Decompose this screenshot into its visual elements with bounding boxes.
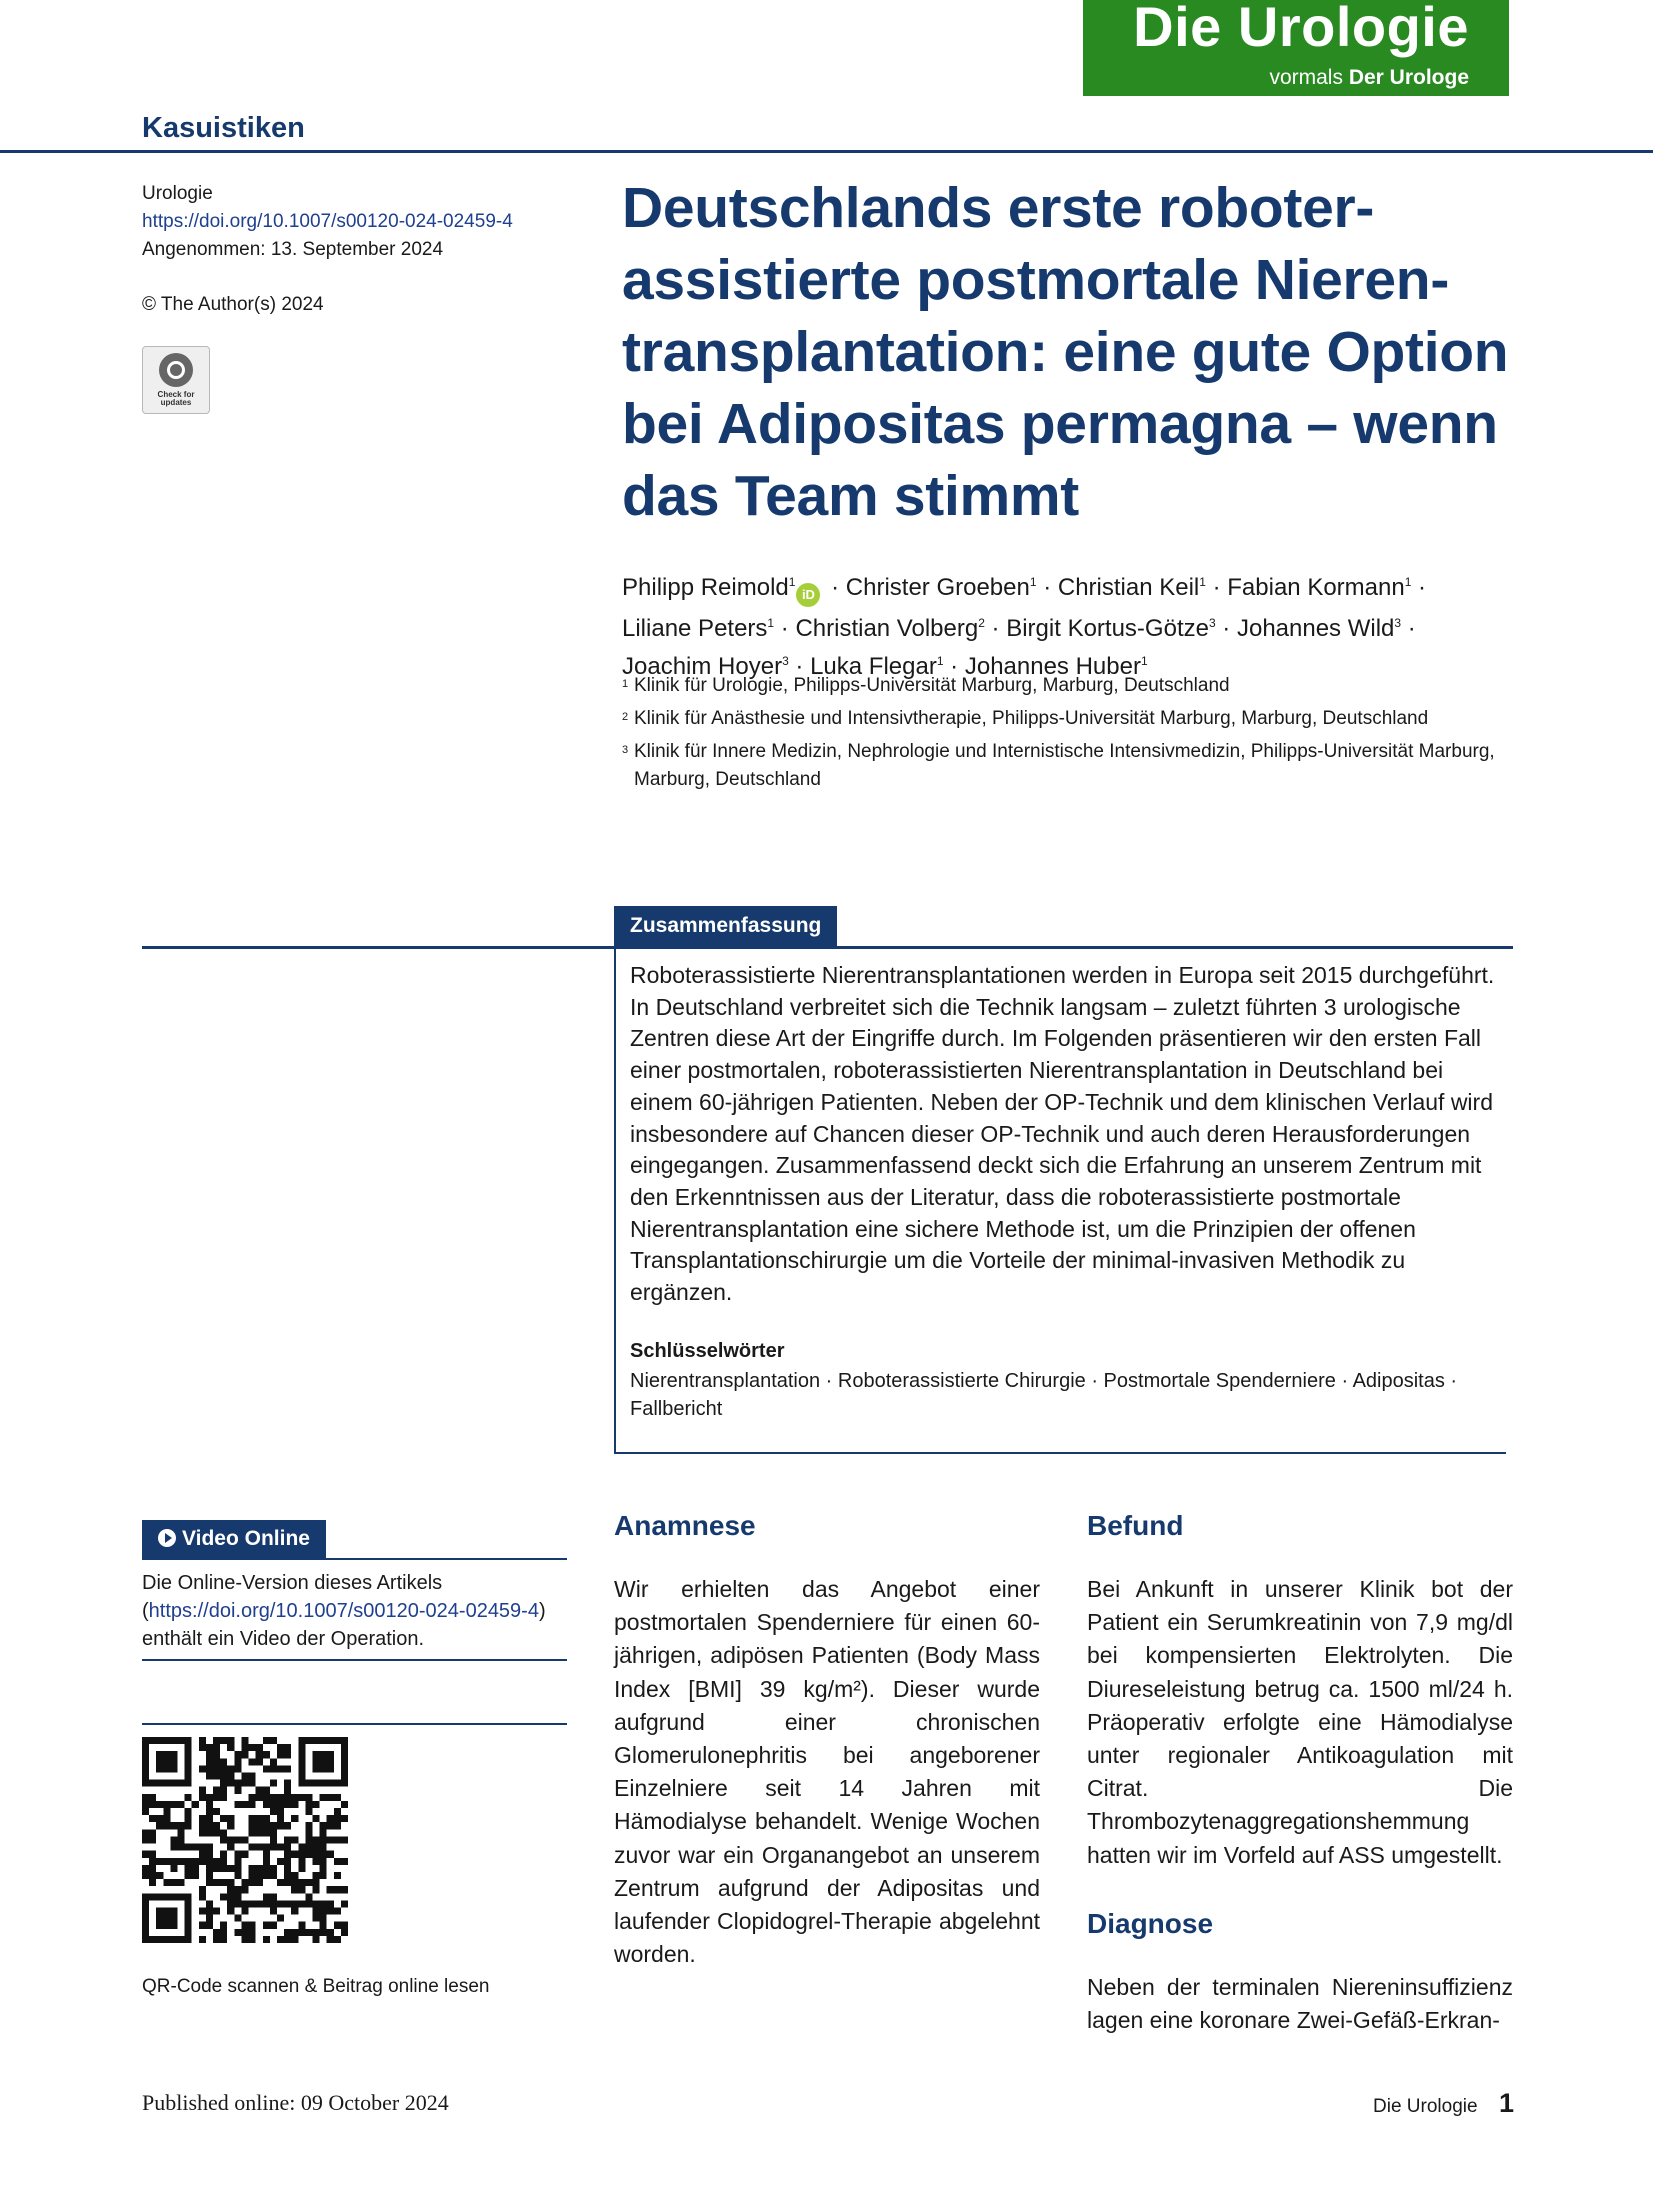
anamnese-heading: Anamnese [614, 1510, 756, 1541]
affiliation-item [622, 672, 1522, 700]
keywords-heading: Schlüsselwörter [630, 1340, 785, 1362]
author-name: Liliane Peters [622, 615, 768, 642]
orcid-icon[interactable]: iD [796, 583, 820, 607]
section-label: Kasuistiken [142, 112, 305, 144]
play-icon [158, 1529, 176, 1547]
video-doi-link[interactable]: https://doi.org/10.1007/s00120-024-02459-4 [148, 1600, 539, 1622]
author-name: Johannes Huber [964, 653, 1141, 680]
video-box-text [142, 1569, 572, 1653]
journal-subtitle [1269, 66, 1469, 90]
accepted-date: Angenommen: 13. September 2024 [142, 239, 444, 260]
befund-heading: Befund [1087, 1510, 1184, 1541]
abstract-top-rule [142, 946, 1513, 949]
copyright-notice: © The Author(s) 2024 [142, 294, 324, 315]
abstract-left-border [614, 946, 616, 1454]
author-affiliation-marker: 3 [1394, 616, 1402, 630]
journal-former-name: Der Urologe [1348, 66, 1469, 89]
author-name: Philipp Reimold [622, 574, 789, 601]
author-affiliation-marker: 1 [1140, 654, 1148, 668]
affiliation-number: 2 [622, 711, 629, 723]
diagnose-text: Neben der terminalen Niereninsuffizienz lagen eine koronare Zwei-Gefäß-Erkran- [1087, 1974, 1513, 2034]
author-name: Luka Flegar [810, 653, 937, 680]
footer-journal-name: Die Urologie [1373, 2096, 1478, 2117]
journal-subtitle-prefix: vormals [1269, 66, 1343, 89]
author-name: Birgit Kortus-Götze [1006, 615, 1209, 642]
affiliation-number: 1 [622, 678, 629, 690]
affiliation-text: Klinik für Urologie, Philipps-Universität Marburg, Marburg, Deutschland [634, 675, 1230, 696]
journal-name: Die Urologie [1133, 0, 1469, 58]
author-affiliation-marker: 1 [767, 616, 775, 630]
diagnose-heading: Diagnose [1087, 1908, 1214, 1939]
author-name: Christian Volberg [795, 615, 979, 642]
affiliation-text: Klinik für Innere Medizin, Nephrologie und Internistische Intensivmedizin, Philipps-Universität Marburg, Marburg, Deutschland [634, 741, 1495, 790]
abstract-bottom-rule [614, 1452, 1506, 1454]
author-affiliation-marker: 1 [1029, 575, 1037, 589]
qr-code[interactable] [142, 1737, 348, 1943]
abstract-text: Roboterassistierte Nierentransplantationen werden in Europa seit 2015 durchgeführt. In Deutschland verbreitet sich die Technik langsam – zuletzt führten 3 urologische Zentren diese Art der Eingriffe durch. Im Folgenden präsentieren wir den ersten Fall einer postmortalen, roboterassistierten Nierentransplantation in Deutschland bei einem 60-jährigen Patienten. Neben der OP-Technik und dem klinischen Verlauf wird insbesondere auf Chancen dieser OP-Technik und auch deren Herausforderungen eingegangen. Zusammenfassend deckt sich die Erfahrung an unserem Zentrum mit den Erkenntnissen aus der Literatur, dass die roboterassistierte postmortale Nierentransplantation eine sichere Methode ist, um die Prinzipien der offenen Transplantationschirurgie um die Vorteile der minimal-invasiven Methodik zu ergänzen. [630, 962, 1495, 1306]
journal-short-name: Urologie [142, 183, 213, 204]
article-title: Deutschlands erste roboterassistierte postmortale Nierentransplantation: eine gute Option bei Adipositas permagna – wenn das Team stimmt [622, 176, 1509, 528]
video-box-rule-bottom [142, 1659, 567, 1661]
author-name: Johannes Wild [1236, 615, 1395, 642]
video-text-before: Die Online-Version dieses Artikels ( [142, 1572, 443, 1622]
journal-banner [1083, 0, 1509, 96]
author-affiliation-marker: 1 [1404, 575, 1412, 589]
author-list: Philipp Reimold$^1$iD · Christer Groeben$^1$ · Christian Keil$^1$ · Fabian Kormann$^1$ · Liliane Peters$^1$ · Christian Volberg$^2$ · Birgit Kortus-Götze$^3$ · Johannes Wild$^3$ · Joachim Hoyer$^3$ · Luka Flegar$^1$ · Johannes Huber$^1$ [622, 574, 1427, 680]
author-affiliation-marker: 3 [1208, 616, 1216, 630]
keywords-list: Nierentransplantation · Roboterassistierte Chirurgie · Postmortale Spenderniere · Adipositas · Fallbericht [630, 1370, 1458, 1420]
author-name: Joachim Hoyer [622, 653, 783, 680]
author-affiliation-marker: 1 [1199, 575, 1206, 589]
check-updates-label: Check for updates [157, 390, 195, 407]
affiliation-list [622, 672, 1522, 799]
author-name: Christian Keil [1057, 574, 1200, 601]
abstract-heading: Zusammenfassung [614, 906, 837, 946]
befund-text: Bei Ankunft in unserer Klinik bot der Patient ein Serumkreatinin von 7,9 mg/dl bei kompensierten Elektrolyten. Die Diureseleistung betrug ca. 1500 ml/24 h. Präoperativ erfolgte eine Hämodialyse unter regionaler Antikoagulation mit Citrat. Die Thrombozytenaggregationshemmung hatten wir im Vorfeld auf ASS umgestellt. [1087, 1576, 1513, 1868]
affiliation-text: Klinik für Anästhesie und Intensivtherapie, Philipps-Universität Marburg, Marburg, Deutschland [634, 708, 1429, 729]
anamnese-text: Wir erhielten das Angebot einer postmortalen Spenderniere für einen 60-jährigen, adipösen Patienten (Body Mass Index [BMI] 39 kg/m²). Dieser wurde aufgrund einer chronischen Glomerulonephritis bei angeborener Einzelniere seit 14 Jahren mit Hämodialyse behandelt. Wenige Wochen zuvor war ein Organangebot an unserem Zentrum aufgrund der Adipositas und laufender Clopidogrel-Therapie abgelehnt worden. [614, 1576, 1040, 1968]
qr-caption: QR-Code scannen & Beitrag online lesen [142, 1976, 490, 1997]
video-online-label: Video Online [182, 1527, 310, 1550]
author-affiliation-marker: 3 [782, 654, 789, 668]
article-meta [142, 180, 562, 319]
check-updates-icon [159, 353, 193, 387]
qr-section-rule [142, 1723, 567, 1725]
affiliation-number: 3 [622, 744, 629, 756]
check-for-updates-button[interactable] [142, 346, 210, 414]
author-affiliation-marker: 1 [936, 654, 944, 668]
affiliation-item [622, 705, 1522, 733]
video-box-rule [142, 1558, 567, 1560]
author-affiliation-marker: 2 [978, 616, 985, 630]
video-text-after: ) enthält ein Video der Operation. [142, 1600, 546, 1650]
published-online-date: Published online: 09 October 2024 [142, 2090, 449, 2115]
video-online-heading [142, 1520, 326, 1558]
page-number: 1 [1499, 2088, 1515, 2118]
affiliation-item [622, 738, 1522, 794]
doi-link[interactable]: https://doi.org/10.1007/s00120-024-02459-4 [142, 211, 513, 232]
author-name: Fabian Kormann [1227, 574, 1405, 601]
header-divider [0, 150, 1653, 153]
author-affiliation-marker: 1 [788, 575, 796, 589]
author-name: Christer Groeben [845, 574, 1030, 601]
